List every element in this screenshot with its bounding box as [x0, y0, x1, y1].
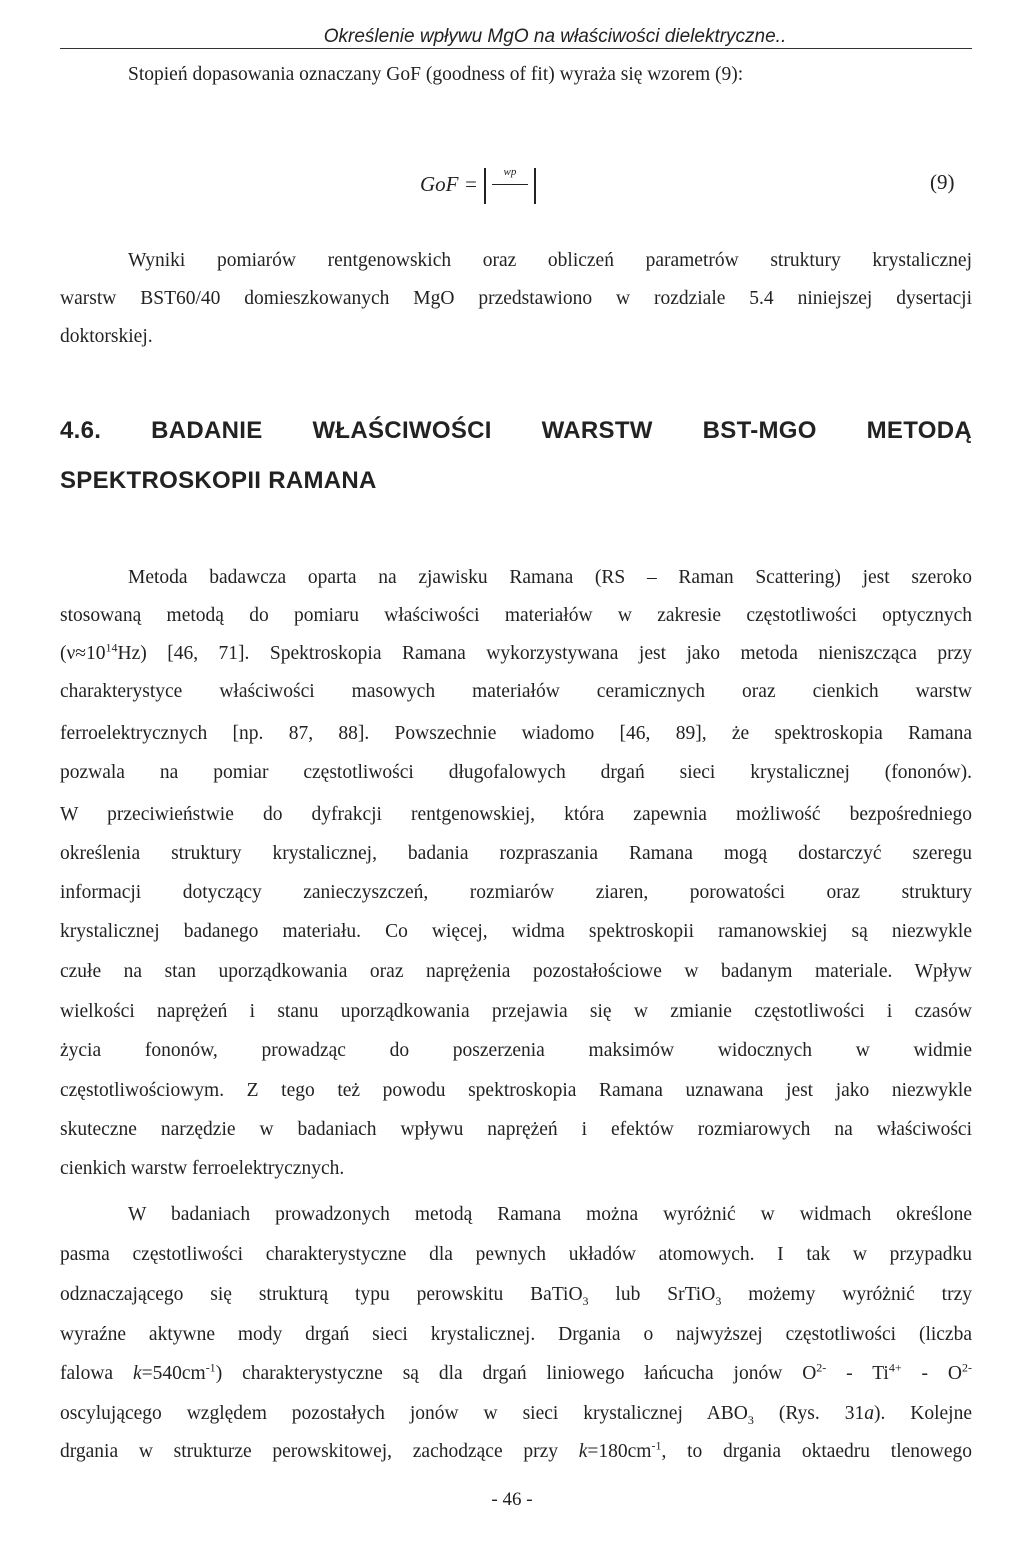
section-heading-line2: SPEKTROSKOPII RAMANA [60, 467, 377, 494]
para2-line9: informacji dotyczący zanieczyszczeń, rozmiarów ziaren, porowatości oraz struktury [60, 882, 972, 903]
gof-equation [420, 168, 542, 204]
text-run: drgania w strukturze perowskitowej, zachodzące przy [60, 1441, 579, 1462]
para2-line15: skuteczne narzędzie w badaniach wpływu naprężeń i efektów rozmiarowych na właściwości [60, 1119, 972, 1140]
para2-line2: stosowaną metodą do pomiaru właściwości materiałów w zakresie częstotliwości optycznych [60, 605, 972, 626]
para2-line14: częstotliwościowym. Z tego też powodu spektroskopia Ramana uznawana jest jako niezwykle [60, 1080, 972, 1101]
para2-line16: cienkich warstw ferroelektrycznych. [60, 1158, 345, 1179]
text-run: możemy wyróżnić trzy [721, 1284, 972, 1305]
para1-line2: warstw BST60/40 domieszkowanych MgO przedstawiono w rozdziale 5.4 niniejszej dysertacji [60, 288, 972, 309]
para2-line1: Metoda badawcza oparta na zjawisku Ramana (RS – Raman Scattering) jest szeroko [128, 567, 972, 588]
equation-lhs: GoF = [420, 171, 478, 196]
text-run: oscylującego względem pozostałych jonów w sieci krystalicznej ABO [60, 1403, 748, 1424]
fraction-line [492, 184, 528, 185]
abs-bar-left [484, 168, 486, 204]
text-run: falowa [60, 1363, 133, 1384]
para3-line1: W badaniach prowadzonych metodą Ramana można wyróżnić w widmach określone [128, 1204, 972, 1225]
para2-line6: pozwala na pomiar częstotliwości długofalowych drgań sieci krystalicznej (fononów). [60, 762, 972, 783]
para1-line3: doktorskiej. [60, 326, 153, 347]
para3-line4: wyraźne aktywne mody drgań sieci krystalicznej. Drgania o najwyższej częstotliwości (liczba [60, 1324, 972, 1345]
text-run: =180cm [587, 1441, 652, 1462]
exponent-14: 14 [105, 640, 118, 655]
subscript: 3 [582, 1293, 589, 1308]
page-number: - 46 - [491, 1489, 533, 1510]
para2-line3 [60, 635, 972, 673]
para2-line12: wielkości naprężeń i stanu uporządkowania przejawia się w zmianie częstotliwości i czasów [60, 1001, 972, 1022]
para3-line6 [60, 1395, 972, 1433]
text-run: ). Kolejne [873, 1403, 972, 1424]
text-run: lub SrTiO [588, 1284, 716, 1305]
para2-line3-rest: Hz) [46, 71]. Spektroskopia Ramana wykorzystywana jest jako metoda nieniszcząca przy [117, 643, 972, 664]
para2-line13: życia fononów, prowadząc do poszerzenia maksimów widocznych w widmie [60, 1040, 972, 1061]
running-header [60, 18, 972, 49]
wavenumber-symbol: k [132, 1363, 142, 1384]
subscript: 3 [715, 1293, 722, 1308]
section-heading-line1: 4.6. BADANIE WŁAŚCIWOŚCI WARSTW BST-MGO METODĄ [60, 417, 972, 444]
text-run: , to drgania oktaedru tlenowego [661, 1441, 972, 1462]
text-run: - Ti [826, 1363, 889, 1384]
superscript: 2- [816, 1360, 827, 1375]
para2-line8: określenia struktury krystalicznej, badania rozpraszania Ramana mogą dostarczyć szeregu [60, 843, 972, 864]
intro-line [128, 56, 743, 94]
subscript: 3 [747, 1412, 754, 1427]
para1-line1: Wyniki pomiarów rentgenowskich oraz obliczeń parametrów struktury krystalicznej [128, 250, 972, 271]
equation-numerator: wp [503, 166, 517, 178]
superscript: -1 [651, 1438, 662, 1453]
figure-panel-letter: a [864, 1403, 874, 1424]
para3-line5 [60, 1355, 972, 1393]
superscript: 4+ [888, 1360, 902, 1375]
para2-line4: charakterystyce właściwości masowych materiałów ceramicznych oraz cienkich warstw [60, 681, 972, 702]
text-run: (Rys. 31 [753, 1403, 865, 1424]
text-run: =540cm [141, 1363, 206, 1384]
para3-line3 [60, 1276, 972, 1314]
text-run: ) charakterystyczne są dla drgań liniowego łańcucha jonów O [215, 1363, 817, 1384]
para2-line10: krystalicznej badanego materiału. Co więcej, widma spektroskopii ramanowskiej są niezwykle [60, 921, 972, 942]
equation-fraction [492, 166, 528, 190]
para3-line7 [60, 1433, 972, 1471]
intro-text: Stopień dopasowania oznaczany GoF (goodness of fit) wyraża się wzorem (9): [128, 64, 744, 85]
equation-number: (9) [930, 170, 955, 194]
text-run: odznaczającego się strukturą typu perowskitu BaTiO [60, 1284, 583, 1305]
superscript: -1 [205, 1360, 216, 1375]
superscript: 2- [962, 1360, 972, 1375]
abs-bar-right [534, 168, 536, 204]
running-title: Określenie wpływu MgO na właściwości dielektryczne.. [323, 26, 787, 47]
nu-approx: (ν≈10 [60, 643, 106, 664]
para2-line5: ferroelektrycznych [np. 87, 88]. Powszechnie wiadomo [46, 89], że spektroskopia Ramana [60, 723, 972, 744]
para2-line7: W przeciwieństwie do dyfrakcji rentgenowskiej, która zapewnia możliwość bezpośredniego [60, 804, 972, 825]
wavenumber-symbol: k [578, 1441, 588, 1462]
para3-line2: pasma częstotliwości charakterystyczne dla pewnych układów atomowych. I tak w przypadku [60, 1244, 972, 1265]
text-run: - O [901, 1363, 962, 1384]
para2-line11: czułe na stan uporządkowania oraz naprężenia pozostałościowe w badanym materiale. Wpływ [60, 961, 972, 982]
